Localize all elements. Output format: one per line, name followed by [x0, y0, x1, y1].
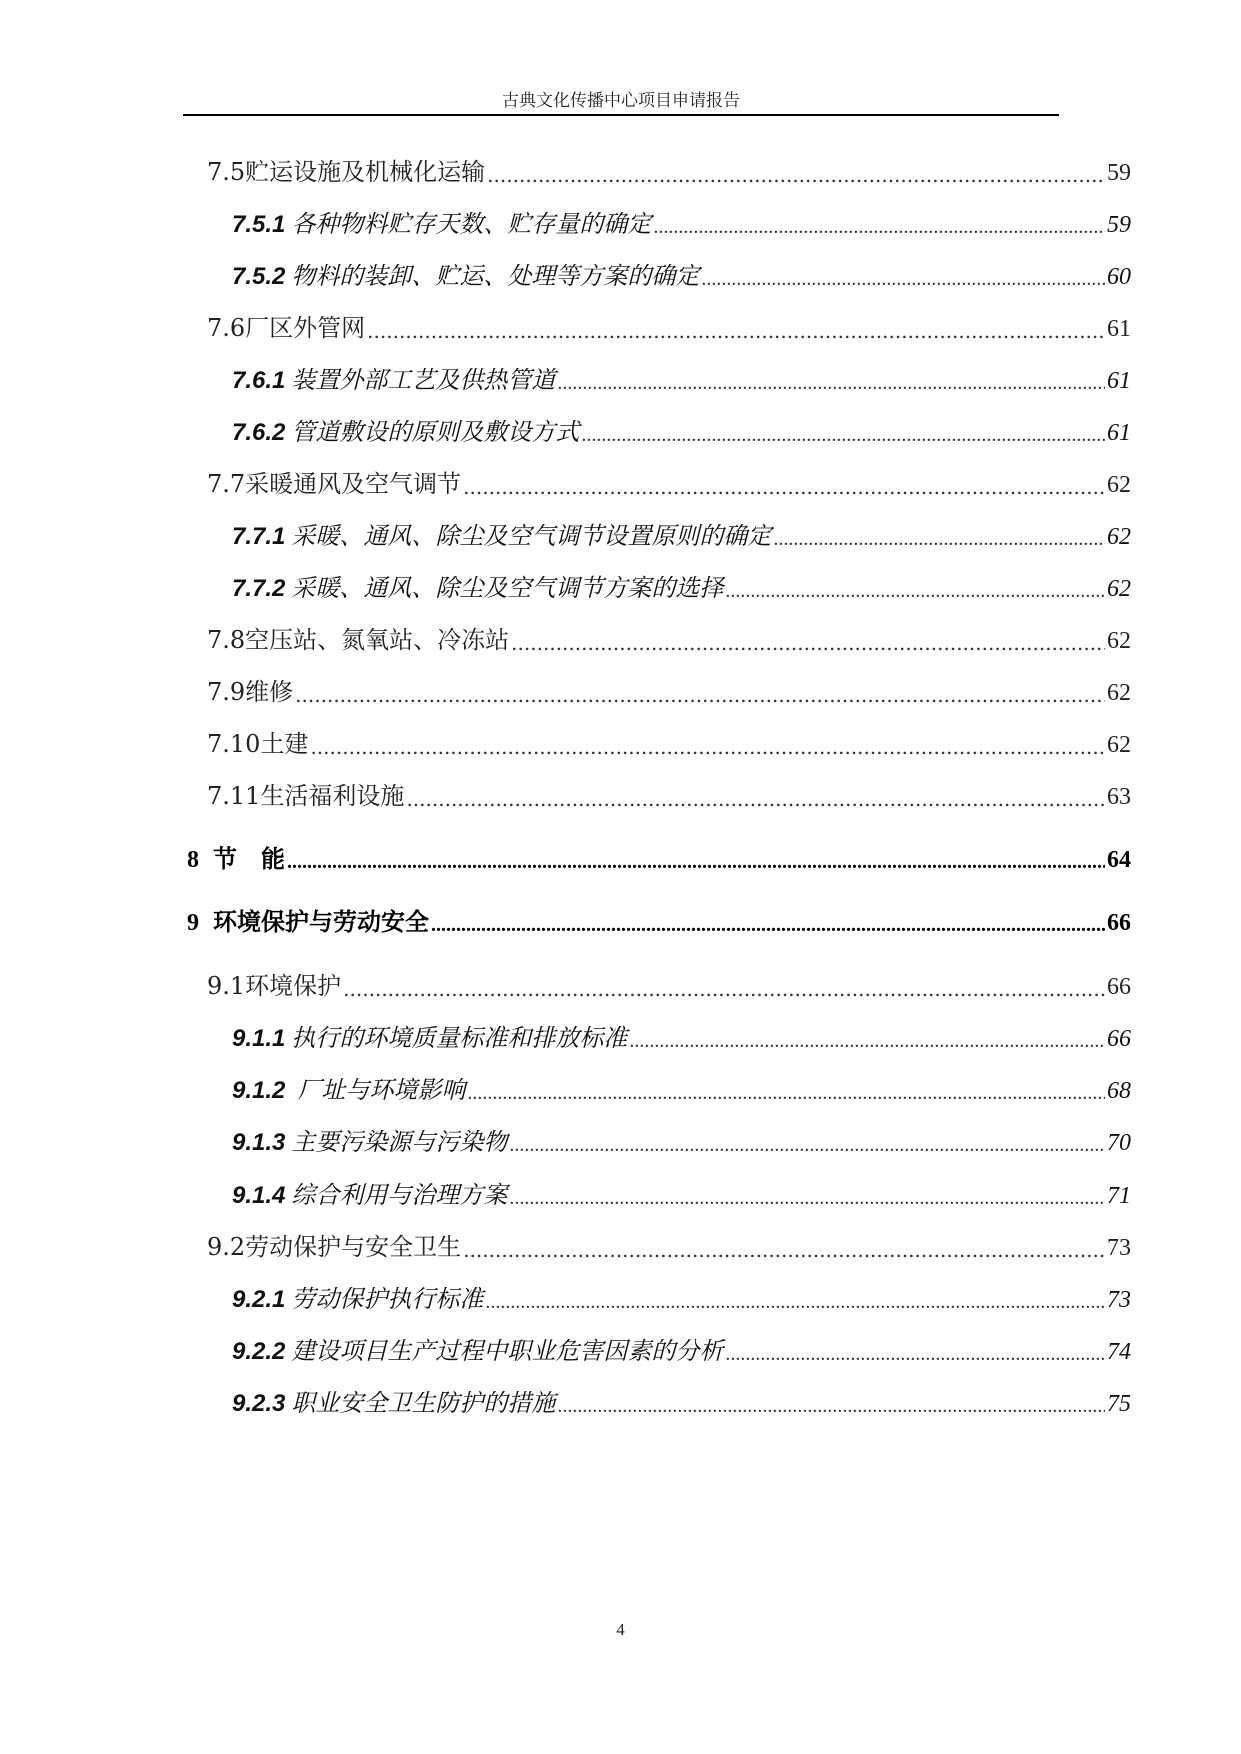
toc-number: 7.5	[207, 158, 246, 186]
toc-leader	[773, 528, 1105, 551]
toc-number: 7.6.2	[232, 419, 286, 446]
toc-title: 空压站、氮氧站、冷冻站	[245, 626, 510, 654]
toc-label	[232, 1122, 507, 1157]
toc-title: 节 能	[213, 847, 285, 873]
toc-number: 9.1.3	[232, 1129, 286, 1156]
toc-label	[232, 360, 555, 395]
toc-number: 9.1.1	[232, 1025, 286, 1052]
toc-entry[interactable]	[232, 1332, 1131, 1366]
toc-page: 75	[1107, 1391, 1131, 1417]
toc-title: 维修	[245, 678, 294, 706]
toc-label	[207, 1227, 461, 1262]
toc-number: 8	[187, 847, 199, 873]
toc-label	[232, 412, 579, 447]
toc-label	[207, 724, 308, 759]
toc-label	[232, 204, 651, 239]
toc-page: 63	[1107, 784, 1131, 810]
toc-page: 62	[1107, 680, 1131, 706]
toc-leader	[701, 268, 1105, 291]
toc-title: 采暖、通风、除尘及空气调节设置原则的确定	[291, 524, 772, 550]
toc-entry[interactable]	[207, 967, 1131, 1001]
toc-title: 环境保护	[245, 972, 342, 1000]
toc-page: 64	[1107, 847, 1131, 873]
toc-entry[interactable]	[232, 517, 1131, 551]
toc-title: 劳动保护与安全卫生	[245, 1233, 462, 1261]
toc-entry[interactable]	[207, 309, 1131, 343]
toc-label	[207, 464, 461, 499]
toc-number: 7.7.1	[232, 523, 286, 550]
toc-leader	[463, 475, 1105, 499]
toc-leader	[487, 163, 1105, 187]
toc-page: 62	[1107, 576, 1131, 602]
toc-entry[interactable]	[232, 205, 1131, 239]
toc-leader	[406, 787, 1105, 811]
toc-leader	[467, 1082, 1105, 1105]
toc-leader	[367, 319, 1105, 343]
toc-label	[232, 1175, 507, 1210]
toc-leader	[509, 1134, 1105, 1157]
toc-page: 61	[1107, 316, 1131, 342]
toc-label	[207, 672, 293, 707]
toc-label	[207, 152, 485, 187]
toc-page: 62	[1107, 472, 1131, 498]
toc-leader	[343, 977, 1105, 1001]
toc-number: 7.5.2	[232, 263, 286, 290]
toc-number: 9.1.4	[232, 1182, 286, 1209]
toc-number: 9.2	[207, 1233, 246, 1261]
toc-title: 主要污染源与污染物	[291, 1130, 508, 1156]
toc-leader	[431, 914, 1105, 937]
toc-title: 执行的环境质量标准和排放标准	[291, 1026, 628, 1052]
toc-entry[interactable]	[232, 1071, 1131, 1105]
toc-number: 7.7	[207, 470, 246, 498]
toc-title: 综合利用与治理方案	[291, 1183, 508, 1209]
toc-number: 7.5.1	[232, 211, 286, 238]
toc-page: 71	[1107, 1183, 1131, 1209]
toc-page: 61	[1107, 420, 1131, 446]
toc-label	[232, 1279, 483, 1314]
toc-page: 59	[1107, 160, 1131, 186]
toc-entry[interactable]	[207, 673, 1131, 707]
toc-entry[interactable]	[207, 725, 1131, 759]
toc-entry[interactable]	[232, 413, 1131, 447]
toc-number: 9.2.2	[232, 1338, 286, 1365]
toc-entry[interactable]	[187, 903, 1131, 937]
toc-leader	[511, 631, 1105, 655]
toc-entry[interactable]	[207, 153, 1131, 187]
toc-title: 环境保护与劳动安全	[213, 910, 429, 936]
toc-label	[232, 568, 723, 603]
toc-title: 建设项目生产过程中职业危害因素的分析	[291, 1339, 724, 1365]
toc-number: 9.1.2	[232, 1077, 286, 1104]
toc-title: 各种物料贮存天数、贮存量的确定	[291, 212, 652, 238]
toc-page: 66	[1107, 1026, 1131, 1052]
toc-leader	[629, 1030, 1105, 1053]
toc-label	[207, 776, 404, 811]
toc-label	[207, 308, 365, 343]
toc-page: 62	[1107, 732, 1131, 758]
toc-number: 7.10	[207, 730, 261, 758]
toc-leader	[295, 683, 1105, 707]
toc-entry[interactable]	[232, 1384, 1131, 1418]
toc-leader	[509, 1187, 1105, 1210]
toc-title: 厂址与环境影响	[291, 1078, 466, 1104]
toc-leader	[287, 851, 1105, 874]
toc-page: 62	[1107, 524, 1131, 550]
toc-entry[interactable]	[232, 1019, 1131, 1053]
toc-page: 62	[1107, 628, 1131, 654]
toc-label	[232, 1018, 627, 1053]
toc-leader	[725, 1343, 1105, 1366]
toc-title: 采暖通风及空气调节	[245, 470, 462, 498]
toc-label	[232, 1331, 723, 1366]
toc-title: 劳动保护执行标准	[291, 1287, 484, 1313]
toc-page: 61	[1107, 368, 1131, 394]
toc-title: 职业安全卫生防护的措施	[291, 1391, 556, 1417]
toc-leader	[463, 1238, 1105, 1262]
toc-page: 60	[1107, 264, 1131, 290]
toc-number: 7.6	[207, 314, 246, 342]
toc-number: 7.8	[207, 626, 246, 654]
toc-leader	[725, 580, 1105, 603]
toc-label	[232, 1383, 555, 1418]
running-header: 古典文化传播中心项目申请报告	[502, 91, 740, 111]
toc-title: 物料的装卸、贮运、处理等方案的确定	[291, 264, 700, 290]
toc-label	[207, 620, 509, 655]
toc-entry[interactable]	[207, 621, 1131, 655]
toc-page: 66	[1107, 910, 1131, 936]
toc-leader	[653, 216, 1105, 239]
toc-entry[interactable]	[207, 777, 1131, 811]
toc-page: 68	[1107, 1078, 1131, 1104]
toc-number: 7.11	[207, 782, 261, 810]
toc-entry[interactable]	[207, 465, 1131, 499]
toc-page: 73	[1107, 1235, 1131, 1261]
toc-entry[interactable]	[187, 840, 1131, 874]
page-number: 4	[616, 1620, 625, 1639]
toc-entry[interactable]	[232, 1123, 1131, 1157]
toc-label	[232, 516, 771, 551]
toc-page: 59	[1107, 212, 1131, 238]
toc-title: 装置外部工艺及供热管道	[291, 368, 556, 394]
toc-number: 9	[187, 910, 199, 936]
toc-title: 管道敷设的原则及敷设方式	[291, 420, 580, 446]
toc-label	[187, 839, 285, 874]
toc-leader	[310, 735, 1105, 759]
toc-entry[interactable]	[207, 1228, 1131, 1262]
toc-number: 9.2.3	[232, 1390, 286, 1417]
toc-leader	[485, 1291, 1105, 1314]
toc-entry[interactable]	[232, 569, 1131, 603]
toc-number: 7.9	[207, 678, 246, 706]
toc-page: 74	[1107, 1339, 1131, 1365]
toc-leader	[557, 1395, 1105, 1418]
toc-entry[interactable]	[232, 361, 1131, 395]
toc-leader	[557, 372, 1105, 395]
toc-page: 73	[1107, 1287, 1131, 1313]
toc-label	[232, 256, 699, 291]
toc-title: 生活福利设施	[260, 782, 405, 810]
toc-number: 7.6.1	[232, 367, 286, 394]
toc-leader	[581, 424, 1105, 447]
toc-title: 采暖、通风、除尘及空气调节方案的选择	[291, 576, 724, 602]
toc-title: 贮运设施及机械化运输	[245, 158, 486, 186]
toc-title: 厂区外管网	[245, 314, 366, 342]
toc-label	[187, 902, 429, 937]
toc-entry[interactable]	[232, 257, 1131, 291]
toc-number: 9.1	[207, 972, 246, 1000]
toc-number: 7.7.2	[232, 575, 286, 602]
toc-label	[207, 966, 341, 1001]
toc-entry[interactable]	[232, 1280, 1131, 1314]
toc-label	[232, 1070, 465, 1105]
toc-title: 土建	[260, 730, 309, 758]
toc-page: 66	[1107, 974, 1131, 1000]
toc-number: 9.2.1	[232, 1286, 286, 1313]
toc-page: 70	[1107, 1130, 1131, 1156]
toc-entry[interactable]	[232, 1176, 1131, 1210]
